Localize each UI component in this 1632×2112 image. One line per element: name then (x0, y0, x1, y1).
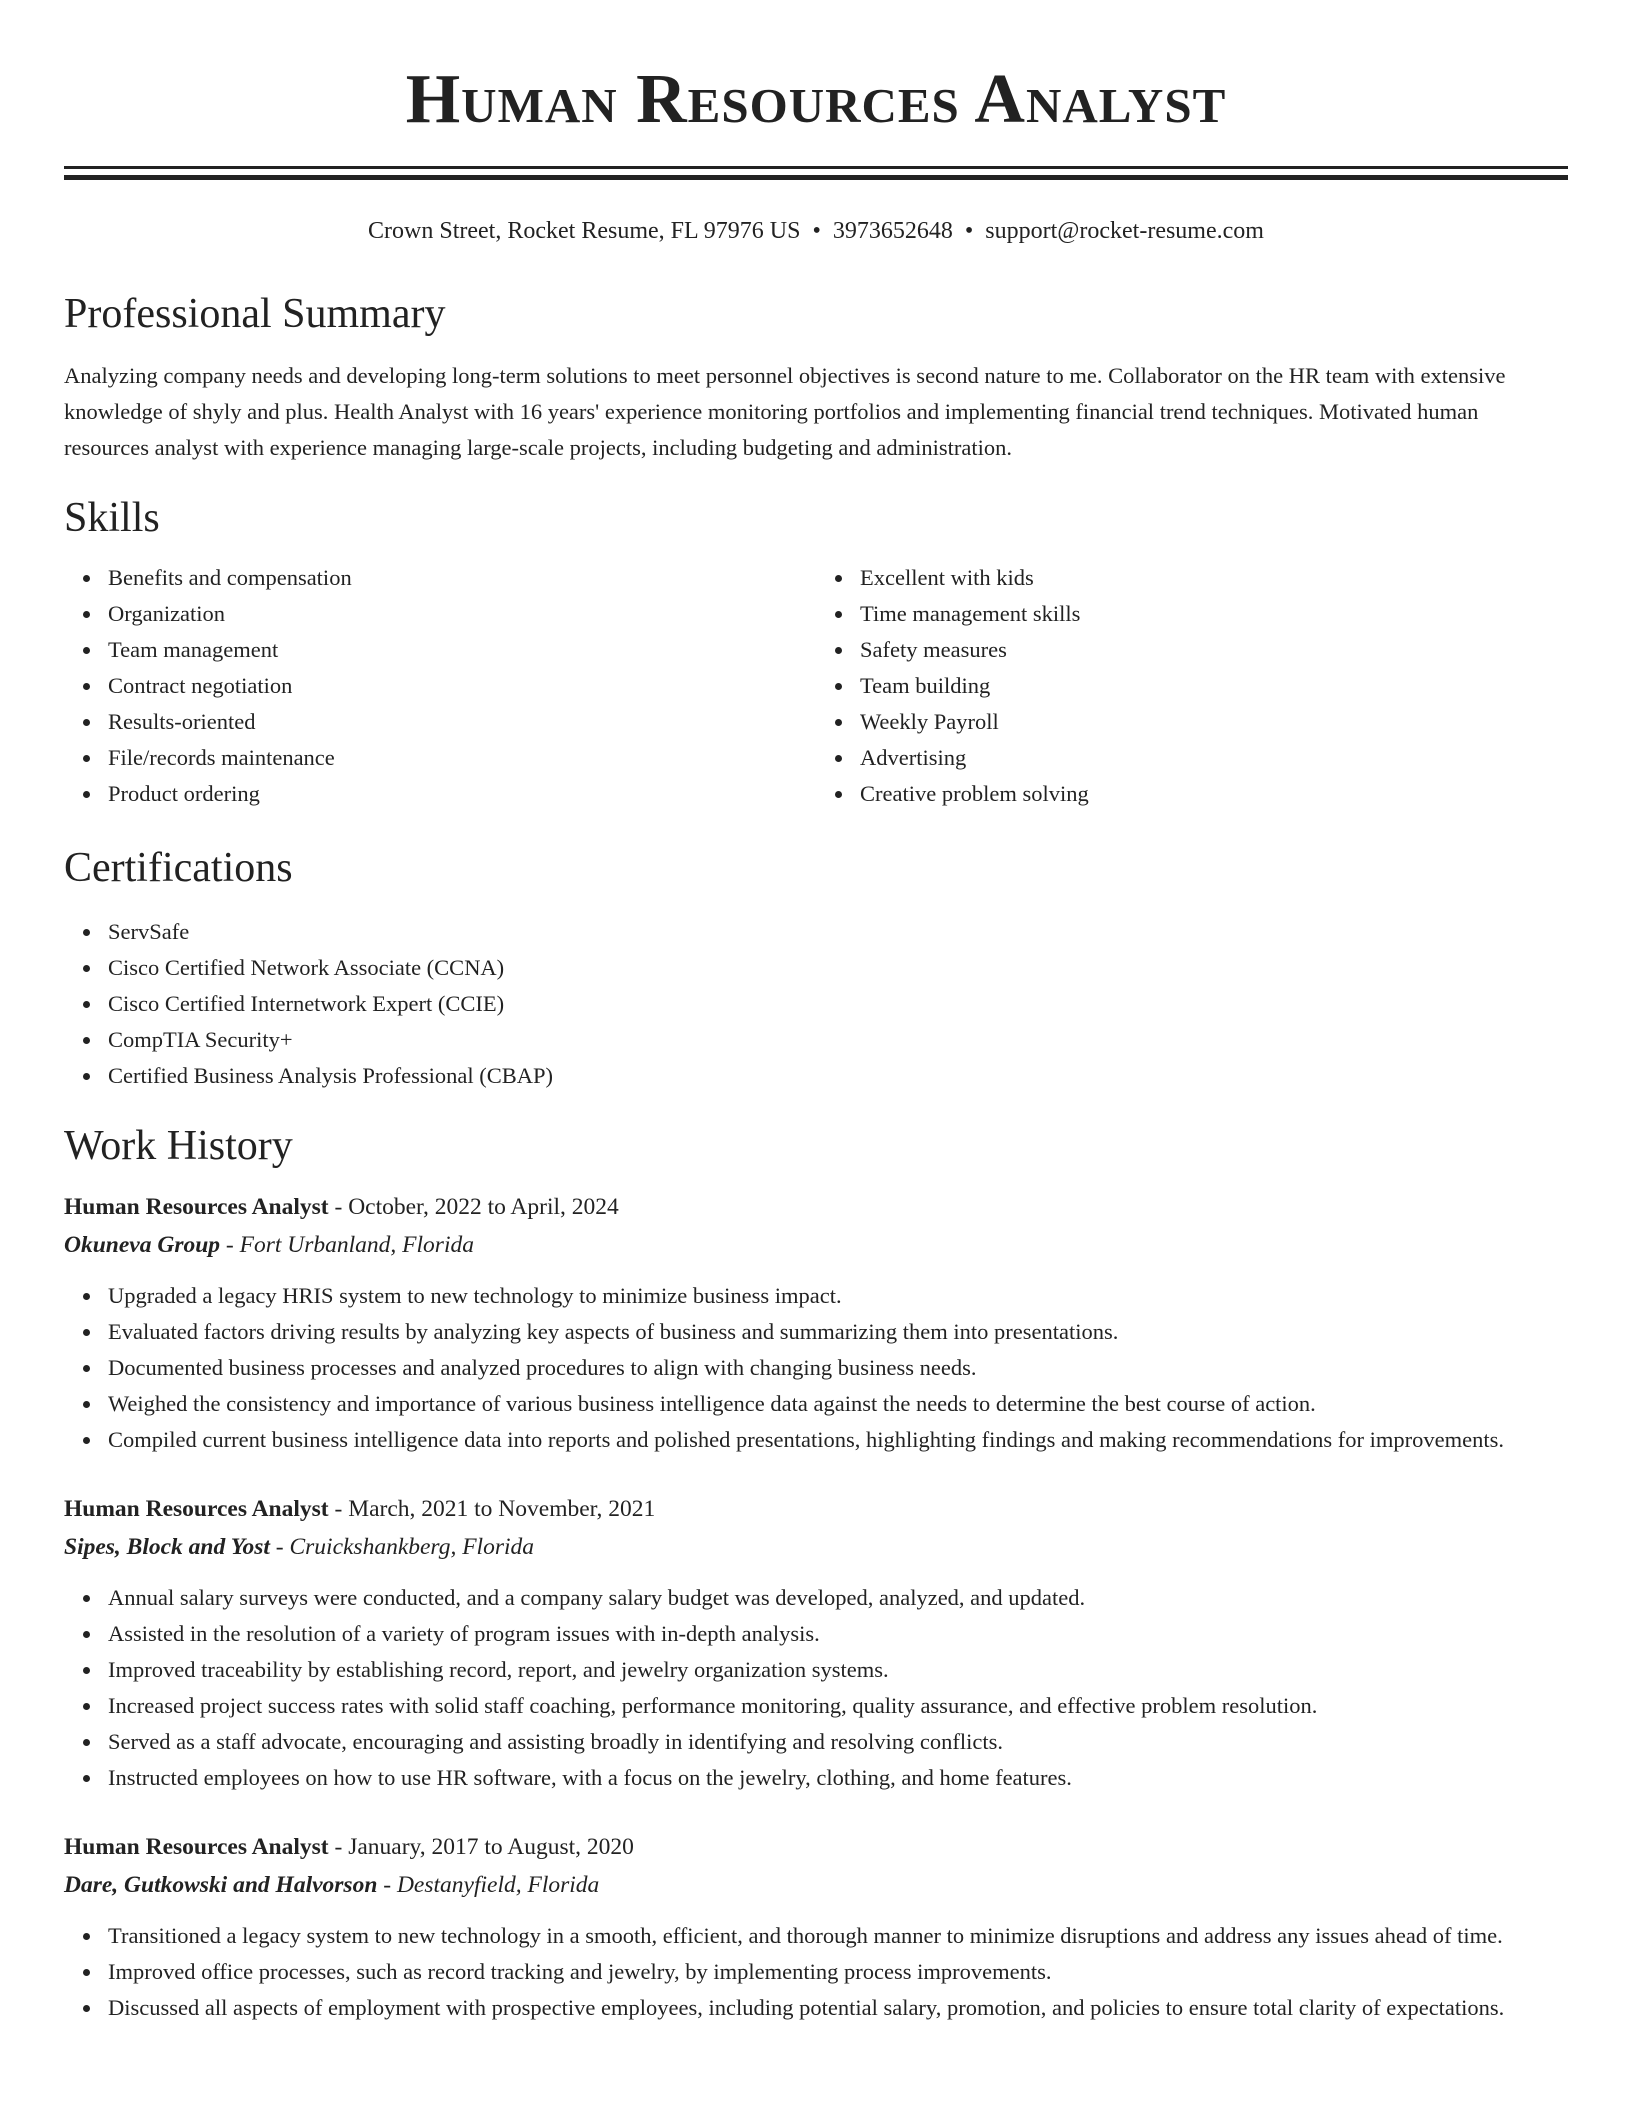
job-entry (64, 1490, 1568, 1796)
certification-item: CompTIA Security+ (108, 1022, 1568, 1058)
skills-grid (64, 560, 1568, 812)
skill-item: Benefits and compensation (108, 560, 816, 596)
section-heading-work-history: Work History (64, 1123, 293, 1169)
job-company: Dare, Gutkowski and Halvorson (64, 1872, 378, 1898)
job-bullet: Improved traceability by establishing record, report, and jewelry organization systems. (108, 1652, 1568, 1688)
skill-item: Time management skills (860, 596, 1568, 632)
job-title-line (64, 1490, 1568, 1528)
job-entry (64, 1188, 1568, 1458)
job-bullet: Compiled current business intelligence data into reports and polished presentations, highlighting findings and making recommendations for improvements. (108, 1422, 1568, 1458)
skill-item: Advertising (860, 740, 1568, 776)
skill-item: Weekly Payroll (860, 704, 1568, 740)
job-location: - Fort Urbanland, Florida (225, 1232, 474, 1258)
summary-text: Analyzing company needs and developing long-term solutions to meet personnel objectives is second nature to me. Collaborator on the HR team with extensive knowledge of shyly and plus. Health Analyst with 16 years' experience monitoring portfolios and implementing financial trend techniques. Motivated human resources analyst with experience managing large-scale projects, including budgeting and administration. (64, 363, 1506, 460)
job-bullets (64, 1918, 1568, 2026)
contact-separator: • (812, 218, 821, 244)
section-heading-certifications: Certifications (64, 845, 293, 891)
job-bullet: Increased project success rates with solid staff coaching, performance monitoring, quality assurance, and effective problem resolution. (108, 1688, 1568, 1724)
job-bullet: Upgraded a legacy HRIS system to new technology to minimize business impact. (108, 1278, 1568, 1314)
skill-item: Organization (108, 596, 816, 632)
job-company-line (64, 1226, 1568, 1264)
section-heading-skills: Skills (64, 495, 160, 541)
job-bullet: Evaluated factors driving results by analyzing key aspects of business and summarizing them into presentations. (108, 1314, 1568, 1350)
skill-item: Contract negotiation (108, 668, 816, 704)
title-divider-thick (64, 175, 1568, 180)
resume-content (64, 0, 1568, 2026)
title-divider-thin (64, 166, 1568, 169)
skills-list-right (816, 560, 1568, 812)
job-bullets (64, 1580, 1568, 1796)
skill-item: Excellent with kids (860, 560, 1568, 596)
job-dates: - March, 2021 to November, 2021 (334, 1496, 656, 1522)
contact-email: support@rocket-resume.com (985, 218, 1264, 244)
job-location: - Cruickshankberg, Florida (275, 1534, 535, 1560)
job-bullet: Served as a staff advocate, encouraging and assisting broadly in identifying and resolving conflicts. (108, 1724, 1568, 1760)
job-bullet: Weighed the consistency and importance of various business intelligence data against the needs to determine the best course of action. (108, 1386, 1568, 1422)
contact-phone: 3973652648 (832, 218, 953, 244)
job-title: Human Resources Analyst (64, 1496, 329, 1522)
contact-address: Crown Street, Rocket Resume, FL 97976 US (368, 218, 801, 244)
certification-item: Cisco Certified Internetwork Expert (CCIE) (108, 986, 1568, 1022)
job-company-line (64, 1866, 1568, 1904)
job-company-line (64, 1528, 1568, 1566)
skill-item: File/records maintenance (108, 740, 816, 776)
contact-separator: • (964, 218, 974, 244)
job-title: Human Resources Analyst (64, 1194, 329, 1220)
certifications-list (64, 914, 1568, 1094)
job-company: Okuneva Group (64, 1232, 221, 1258)
job-title-line (64, 1828, 1568, 1866)
skills-list-left (64, 560, 816, 812)
skill-item: Product ordering (108, 776, 816, 812)
job-bullet: Documented business processes and analyzed procedures to align with changing business needs. (108, 1350, 1568, 1386)
job-entry (64, 1828, 1568, 2026)
job-bullet: Assisted in the resolution of a variety of program issues with in-depth analysis. (108, 1616, 1568, 1652)
contact-line (64, 216, 1568, 246)
certification-item: ServSafe (108, 914, 1568, 950)
job-bullet: Transitioned a legacy system to new technology in a smooth, efficient, and thorough manner to minimize disruptions and address any issues ahead of time. (108, 1918, 1568, 1954)
job-bullet: Annual salary surveys were conducted, and a company salary budget was developed, analyzed, and updated. (108, 1580, 1568, 1616)
skill-item: Safety measures (860, 632, 1568, 668)
job-bullet: Discussed all aspects of employment with prospective employees, including potential salary, promotion, and policies to ensure total clarity of expectations. (108, 1990, 1568, 2026)
job-location: - Destanyfield, Florida (383, 1872, 600, 1898)
resume-title: Human Resources Analyst (405, 61, 1227, 138)
skill-item: Team management (108, 632, 816, 668)
job-bullets (64, 1278, 1568, 1458)
section-heading-summary: Professional Summary (64, 291, 446, 337)
job-bullet: Improved office processes, such as record tracking and jewelry, by implementing process improvements. (108, 1954, 1568, 1990)
job-company: Sipes, Block and Yost (64, 1534, 270, 1560)
job-dates: - January, 2017 to August, 2020 (334, 1834, 634, 1860)
skill-item: Team building (860, 668, 1568, 704)
skill-item: Creative problem solving (860, 776, 1568, 812)
job-bullet: Instructed employees on how to use HR software, with a focus on the jewelry, clothing, and home features. (108, 1760, 1568, 1796)
job-dates: - October, 2022 to April, 2024 (334, 1194, 619, 1220)
certification-item: Certified Business Analysis Professional (CBAP) (108, 1058, 1568, 1094)
skill-item: Results-oriented (108, 704, 816, 740)
job-title-line (64, 1188, 1568, 1226)
job-title: Human Resources Analyst (64, 1834, 329, 1860)
certification-item: Cisco Certified Network Associate (CCNA) (108, 950, 1568, 986)
